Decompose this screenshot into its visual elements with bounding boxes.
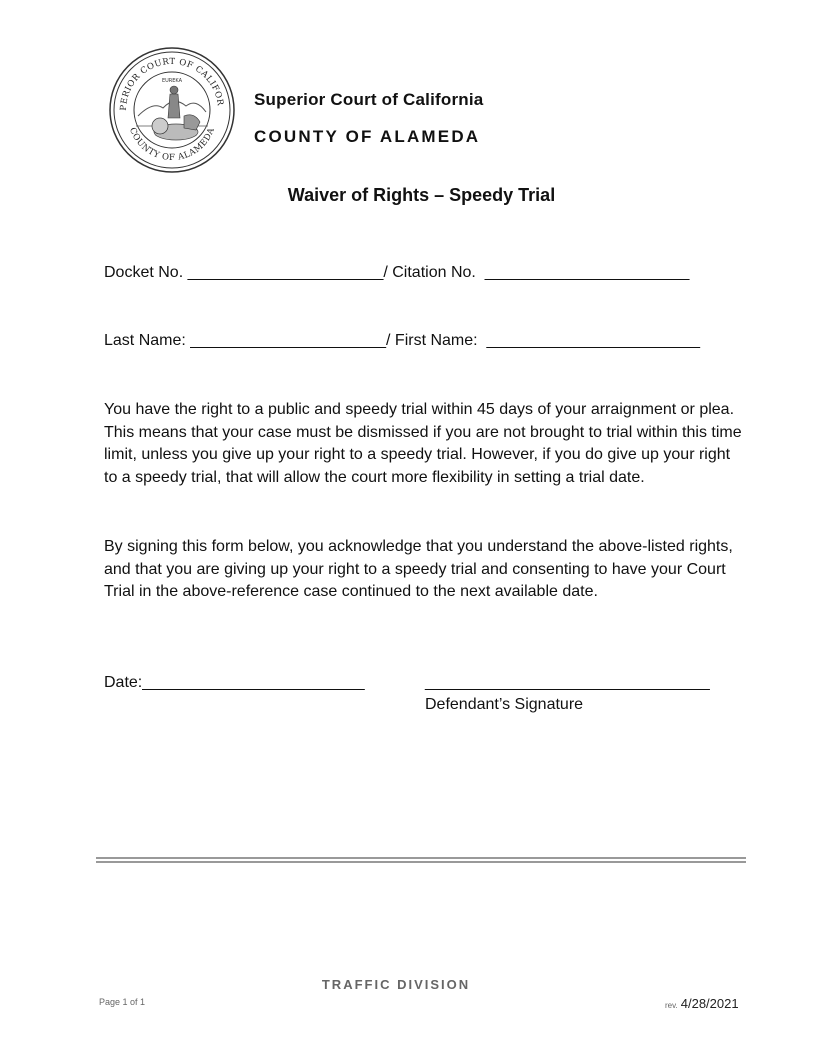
name-line: Last Name: ______________________/ First Name: ________________________ [104, 332, 701, 349]
rights-paragraph: You have the right to a public and speedy trial within 45 days of your arraignment or plea. This means that your case must be dismissed if you are not brought to trial within this time limit, unless you give up your right to a speedy trial. However, if you do give up your right to a speedy trial, that will allow the court more flexibility in setting a trial date. [104, 401, 742, 486]
signature-label: Defendant’s Signature [425, 696, 584, 713]
seal-motto: EUREKA [161, 78, 183, 84]
signature-line: ________________________________ [425, 674, 710, 691]
seal-text-bottom: COUNTY OF ALAMEDA [126, 126, 218, 164]
court-seal [108, 46, 236, 174]
divider [96, 857, 746, 859]
divider [96, 861, 746, 863]
division-name: TRAFFIC DIVISION [321, 977, 471, 992]
court-name: Superior Court of California [254, 90, 484, 109]
acknowledgement-paragraph: By signing this form below, you acknowledge that you understand the above-listed rights, and that you are giving up your right to a speedy trial and consenting to have your Court Trial in the above-reference case continued to the next available date. [104, 538, 733, 600]
revision-value: 4/28/2021 [680, 996, 739, 1011]
page-number: Page 1 of 1 [99, 997, 146, 1007]
revision-label: rev. [665, 1001, 678, 1010]
county-name: COUNTY OF ALAMEDA [254, 127, 481, 146]
seal-text-top: PERIOR COURT OF CALIFOR [118, 56, 225, 111]
docket-citation-line: Docket No. ______________________/ Citation No. _______________________ [104, 264, 690, 281]
date-line: Date:_________________________ [104, 674, 365, 691]
revision-date [665, 996, 739, 1011]
form-title: Waiver of Rights – Speedy Trial [287, 185, 556, 205]
